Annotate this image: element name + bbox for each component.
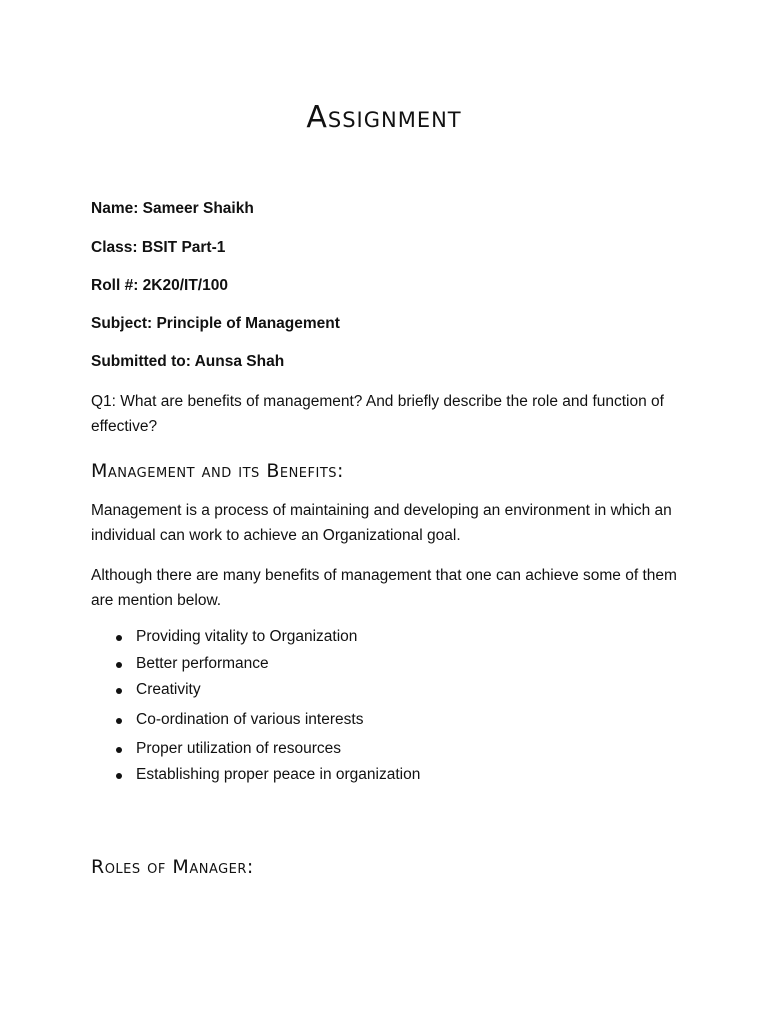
benefits-list	[110, 628, 420, 793]
list-item: Providing vitality to Organization	[110, 628, 420, 655]
roll-number: Roll #: 2K20/IT/100	[91, 277, 228, 294]
student-class: Class: BSIT Part-1	[91, 239, 226, 256]
paragraph-definition: Management is a process of maintaining and developing an environment in which an individual can work to achieve an Organizational goal.	[91, 502, 672, 544]
list-item: Creativity	[110, 681, 420, 708]
document-title: Assignment	[306, 100, 462, 135]
paragraph-benefits-intro: Although there are many benefits of management that one can achieve some of them are mention below.	[91, 567, 677, 609]
bullet-icon	[116, 662, 122, 668]
bullet-icon	[116, 688, 122, 694]
list-item: Co-ordination of various interests	[110, 708, 420, 740]
student-name: Name: Sameer Shaikh	[91, 200, 254, 217]
bullet-icon	[116, 773, 122, 779]
subject: Subject: Principle of Management	[91, 315, 340, 332]
list-item: Proper utilization of resources	[110, 740, 420, 767]
question-text: Q1: What are benefits of management? And briefly describe the role and function of effective?	[91, 393, 664, 435]
bullet-icon	[116, 747, 122, 753]
list-item: Establishing proper peace in organization	[110, 766, 420, 793]
submitted-to: Submitted to: Aunsa Shah	[91, 353, 285, 370]
section-heading-roles: Roles of Manager:	[91, 856, 254, 878]
bullet-icon	[116, 635, 122, 641]
list-item: Better performance	[110, 655, 420, 682]
section-heading-benefits: Management and its Benefits:	[91, 460, 344, 482]
bullet-icon	[116, 718, 122, 724]
